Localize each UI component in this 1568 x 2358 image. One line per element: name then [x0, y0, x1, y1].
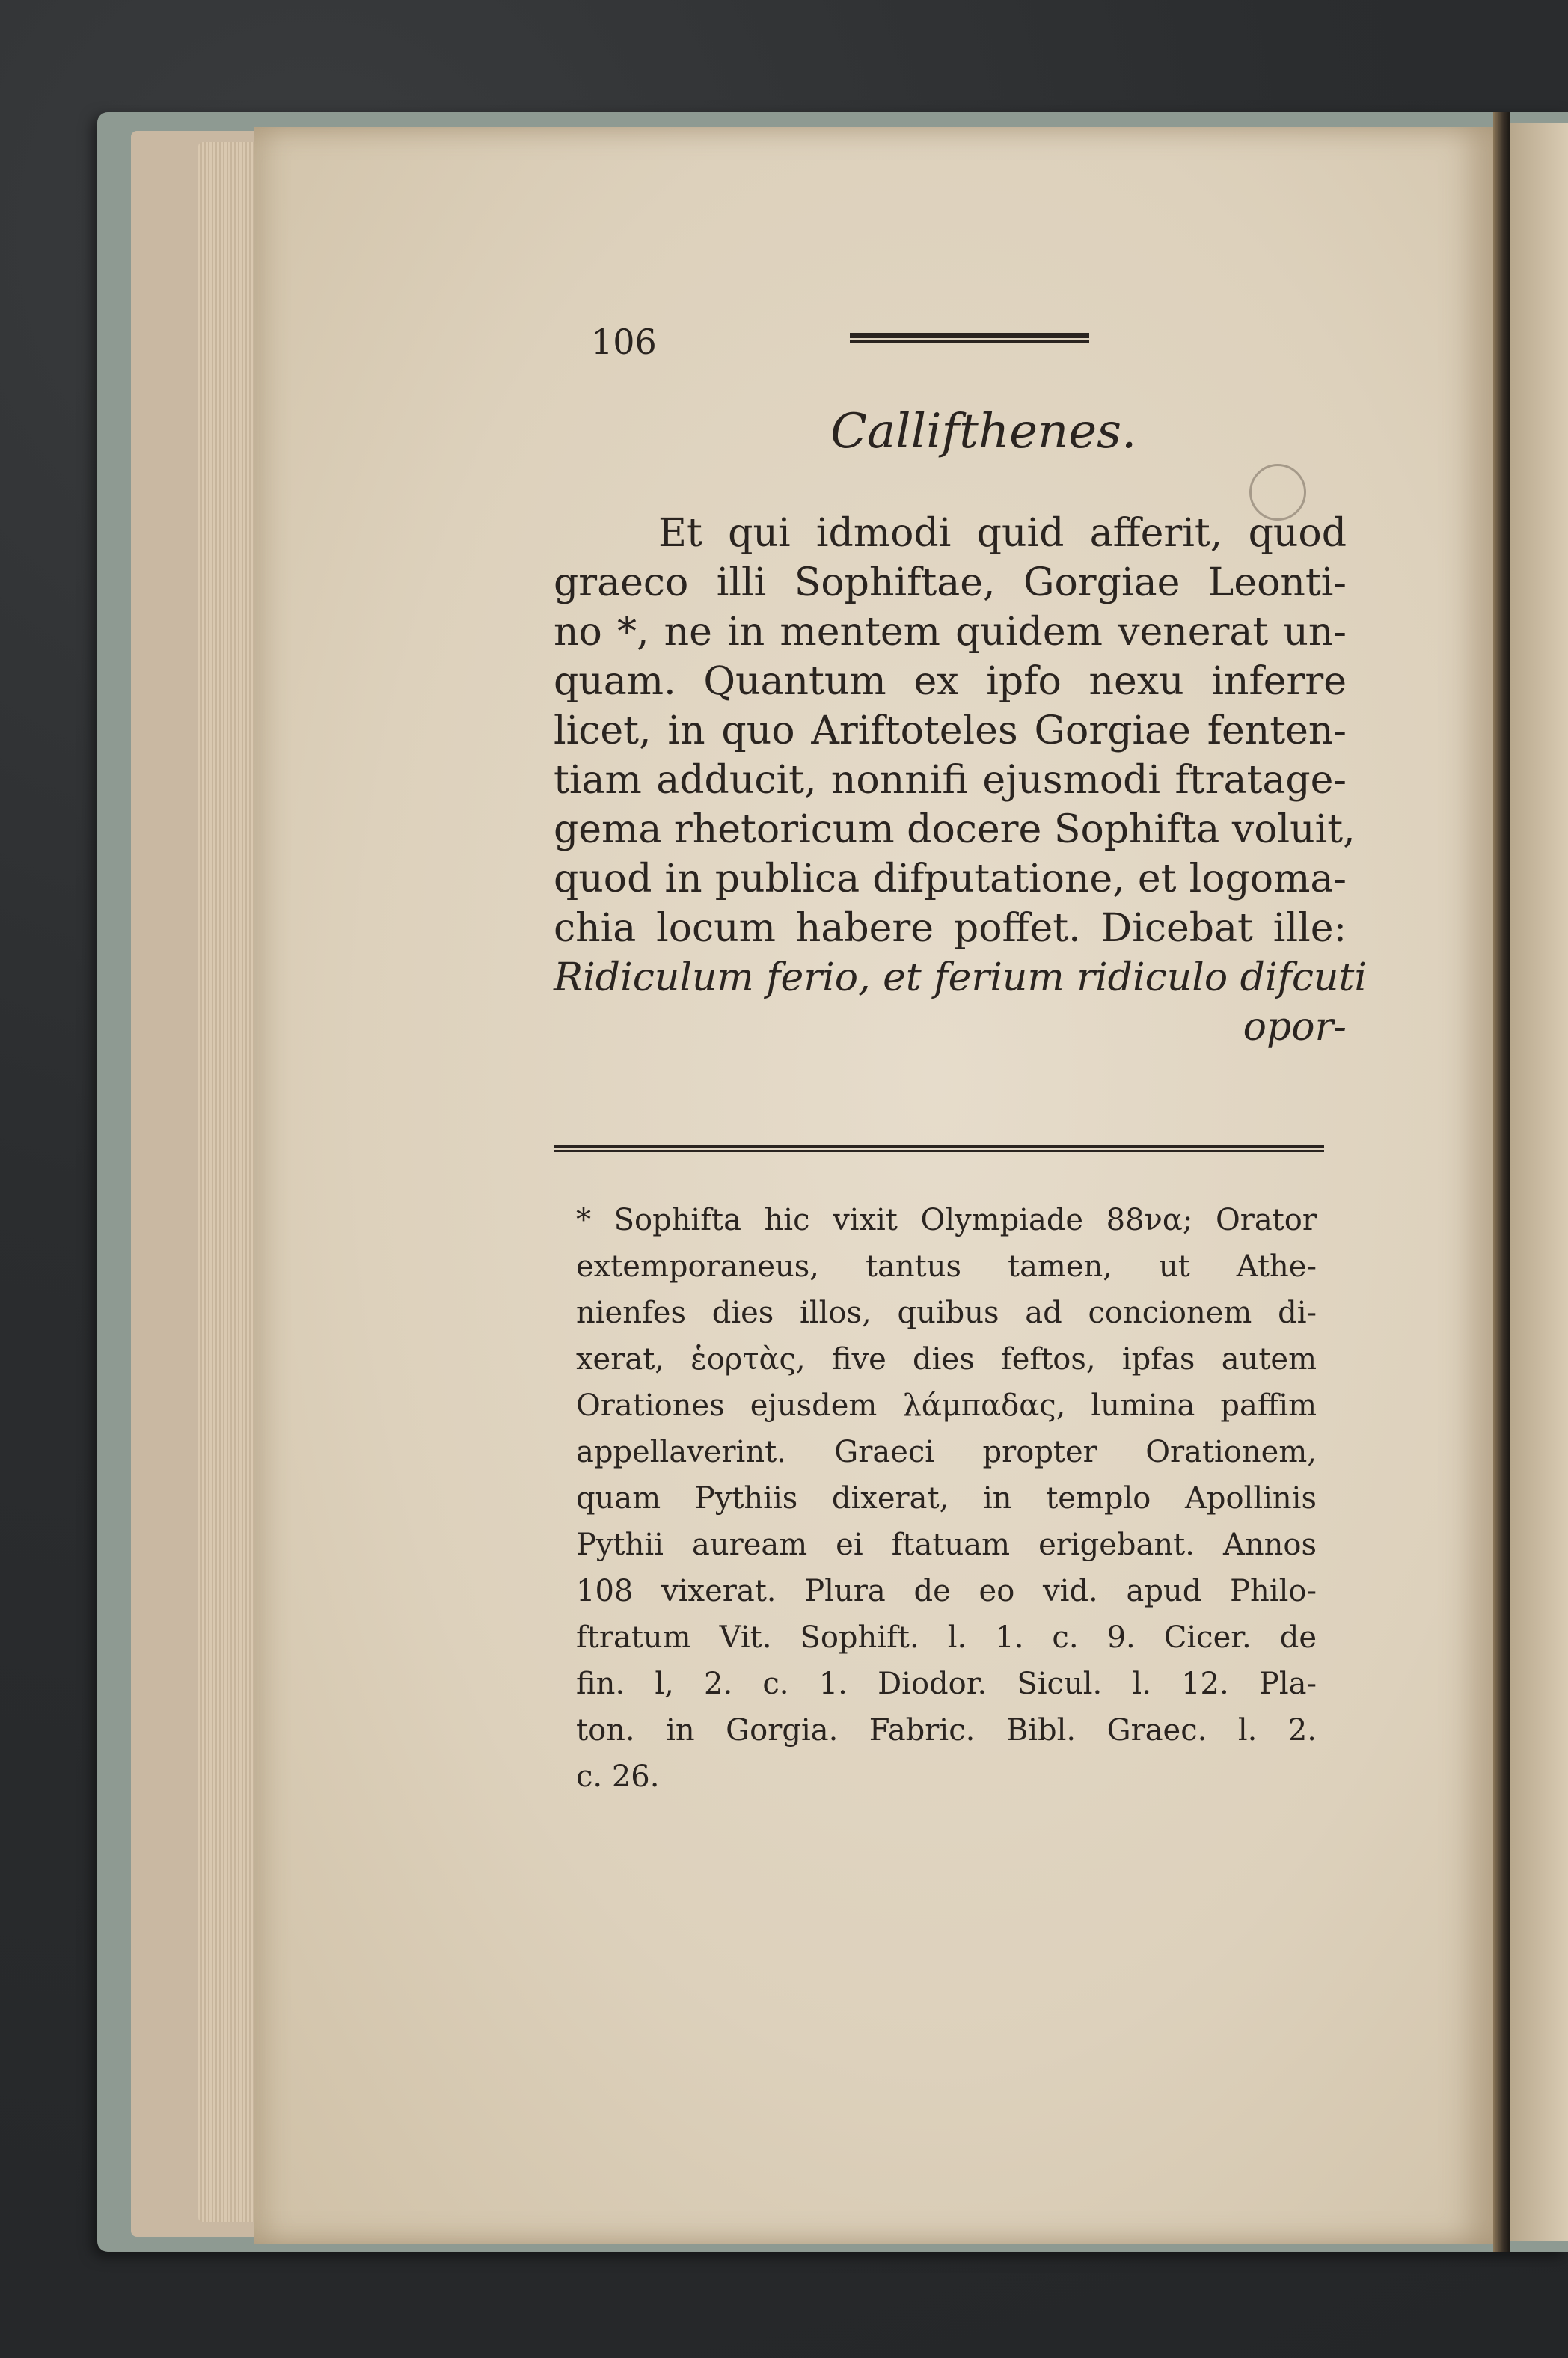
footnote-line: ton. in Gorgia. Fabric. Bibl. Graec. l. 2. — [576, 1713, 1317, 1748]
body-line: no *, ne in mentem quidem venerat un- — [554, 610, 1347, 655]
facing-page-edge — [1510, 123, 1568, 2241]
page-number: 106 — [591, 322, 657, 362]
catchword: opor- — [1243, 1005, 1347, 1050]
body-line: licet, in quo Ariftoteles Gorgiae fenten- — [554, 708, 1347, 753]
footnote-line: Pythii auream ei ftatuam erigebant. Annos — [576, 1528, 1317, 1562]
body-line: gema rhetoricum docere Sophifta voluit, — [554, 807, 1356, 852]
body-line: Et qui idmodi quid afferit, quod — [658, 511, 1347, 556]
footnote-line: 108 vixerat. Plura de eo vid. apud Philo- — [576, 1574, 1317, 1608]
footnote-line: nienfes dies illos, quibus ad concionem di- — [576, 1296, 1317, 1330]
body-line: graeco illi Sophiftae, Gorgiae Leonti- — [554, 560, 1347, 605]
footnote-line: appellaverint. Graeci propter Orationem, — [576, 1435, 1317, 1469]
running-title: Callifthenes. — [830, 404, 1137, 459]
body-line: quod in publica difputatione, et logoma- — [554, 857, 1347, 901]
body-line: chia locum habere poffet. Dicebat ille: — [554, 906, 1347, 951]
body-line: Ridiculum ferio, et ferium ridiculo difcuti — [554, 955, 1367, 1000]
footnote-line: ftratum Vit. Sophift. l. 1. c. 9. Cicer. de — [576, 1620, 1317, 1655]
footnote-line: * Sophifta hic vixit Olympiade 88να; Orator — [576, 1203, 1317, 1237]
book-gutter — [1493, 112, 1510, 2252]
footnote-line: quam Pythiis dixerat, in templo Apollinis — [576, 1481, 1317, 1516]
footnote-line: xerat, ἑορτὰς, five dies feftos, ipfas autem — [576, 1342, 1317, 1376]
body-text — [554, 509, 1367, 1052]
footnote-line: c. 26. — [576, 1760, 660, 1794]
body-line: tiam adducit, nonnifi ejusmodi ftratage- — [554, 758, 1347, 803]
body-line: quam. Quantum ex ipfo nexu inferre — [554, 659, 1347, 704]
footnote-line: Orationes ejusdem λάμπαδας, lumina paffim — [576, 1388, 1317, 1423]
footnote — [576, 1197, 1317, 1800]
footnote-rule — [554, 1145, 1324, 1152]
footnote-line: fin. l, 2. c. 1. Diodor. Sicul. l. 12. Pla- — [576, 1667, 1317, 1701]
header-rule — [850, 333, 1089, 345]
footnote-line: extemporaneus, tantus tamen, ut Athe- — [576, 1249, 1317, 1284]
